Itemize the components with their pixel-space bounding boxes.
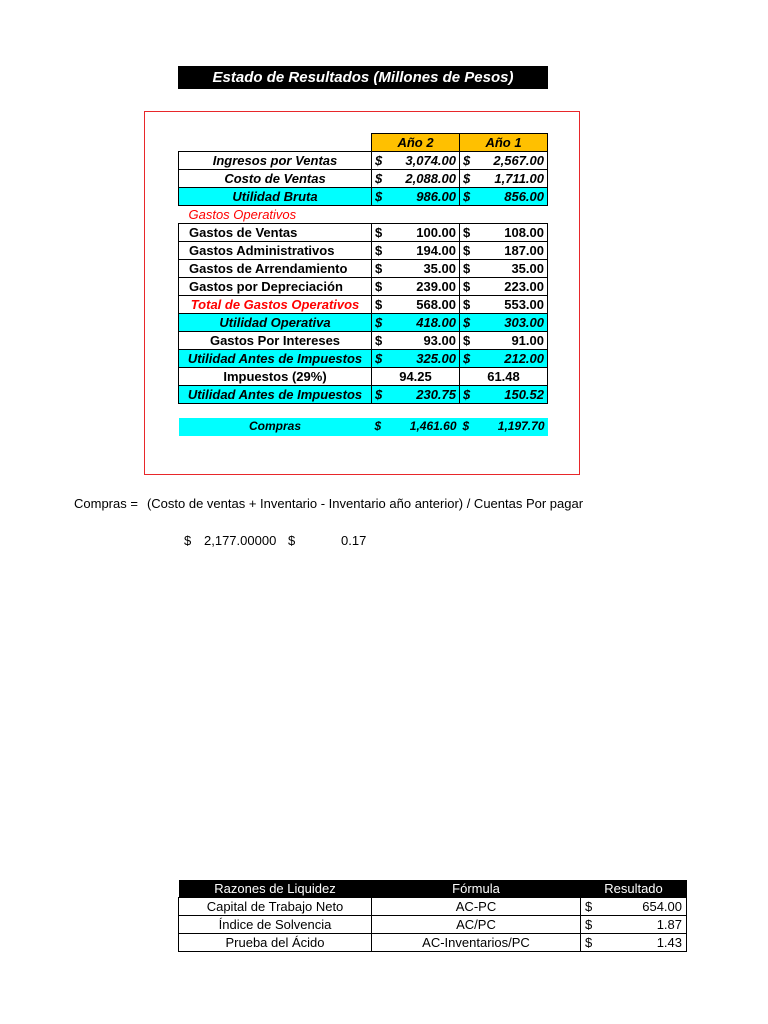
cell-year2: 94.25 [372,368,460,386]
section-header-row [179,206,548,224]
ratio-name: Índice de Solvencia [179,916,372,934]
table-row [179,934,687,952]
cell-year2: $ 1,461.60 [372,418,460,436]
row-label: Gastos de Ventas [179,224,372,242]
cell-year2: $ 325.00 [372,350,460,368]
ratio-result: $ 654.00 [581,898,687,916]
cell-year2: $ 3,074.00 [372,152,460,170]
row-label: Utilidad Antes de Impuestos [179,350,372,368]
cell-year2: $ 986.00 [372,188,460,206]
table-row-highlight [179,386,548,404]
cell-year1: $ 35.00 [460,260,548,278]
calc-value-2: 0.17 [341,533,367,548]
table-row-highlight [179,188,548,206]
compras-row [179,418,548,436]
row-label: Ingresos por Ventas [179,152,372,170]
table-row [179,260,548,278]
ratio-formula: AC-Inventarios/PC [372,934,581,952]
cell-year1: $ 187.00 [460,242,548,260]
cell-year1: $ 212.00 [460,350,548,368]
table-header-row [179,880,687,898]
table-row [179,332,548,350]
formula-lhs: Compras = [74,496,138,511]
table-row-total [179,296,548,314]
row-label: Gastos por Depreciación [179,278,372,296]
formula-rhs: (Costo de ventas + Inventario - Inventario año anterior) / Cuentas Por pagar [146,496,584,511]
cell-year2: $ 93.00 [372,332,460,350]
table-row [179,242,548,260]
cell-year1: $ 856.00 [460,188,548,206]
cell-year2: $ 568.00 [372,296,460,314]
row-label: Total de Gastos Operativos [179,296,372,314]
row-label: Utilidad Bruta [179,188,372,206]
col-header-year2: Año 2 [372,134,460,152]
row-label: Utilidad Antes de Impuestos [179,386,372,404]
table-header-row [179,134,548,152]
row-label: Costo de Ventas [179,170,372,188]
cell-year2: $ 194.00 [372,242,460,260]
row-label: Gastos de Arrendamiento [179,260,372,278]
cell-year1: 61.48 [460,368,548,386]
col-header-result: Resultado [581,880,687,898]
section-header: Gastos Operativos [179,206,372,224]
row-label: Utilidad Operativa [179,314,372,332]
table-row [179,368,548,386]
table-row [179,152,548,170]
cell-year1: $ 1,711.00 [460,170,548,188]
cell-year1: $ 150.52 [460,386,548,404]
ratio-formula: AC/PC [372,916,581,934]
cell-year2: $ 100.00 [372,224,460,242]
col-header-year1: Año 1 [460,134,548,152]
ratio-name: Prueba del Ácido [179,934,372,952]
col-header-ratio: Razones de Liquidez [179,880,372,898]
liquidity-ratios-table [178,880,687,952]
calc-currency-2: $ [288,533,296,548]
cell-year1: $ 303.00 [460,314,548,332]
compras-formula [74,496,583,511]
ratio-result: $ 1.43 [581,934,687,952]
cell-year1: $ 553.00 [460,296,548,314]
ratio-formula: AC-PC [372,898,581,916]
page-title: Estado de Resultados (Millones de Pesos) [178,66,548,89]
col-header-formula: Fórmula [372,880,581,898]
cell-year1: $ 223.00 [460,278,548,296]
cell-year2: $ 418.00 [372,314,460,332]
cell-year1: $ 91.00 [460,332,548,350]
calc-value-1: 2,177.00000 [204,533,277,548]
table-row [179,898,687,916]
cell-year2: $ 2,088.00 [372,170,460,188]
cell-year1: $ 108.00 [460,224,548,242]
row-label: Impuestos (29%) [179,368,372,386]
row-label: Gastos Por Intereses [179,332,372,350]
cell-year2: $ 239.00 [372,278,460,296]
ratio-name: Capital de Trabajo Neto [179,898,372,916]
table-row [179,170,548,188]
table-row [179,278,548,296]
cell-year1: $ 1,197.70 [460,418,548,436]
income-statement-table [178,133,548,436]
ratio-result: $ 1.87 [581,916,687,934]
cell-year2: $ 230.75 [372,386,460,404]
calc-currency-1: $ [184,533,192,548]
row-label: Gastos Administrativos [179,242,372,260]
table-row-highlight [179,350,548,368]
table-row [179,224,548,242]
cell-year2: $ 35.00 [372,260,460,278]
table-row [179,916,687,934]
row-label: Compras [179,418,372,436]
cell-year1: $ 2,567.00 [460,152,548,170]
table-row-highlight [179,314,548,332]
